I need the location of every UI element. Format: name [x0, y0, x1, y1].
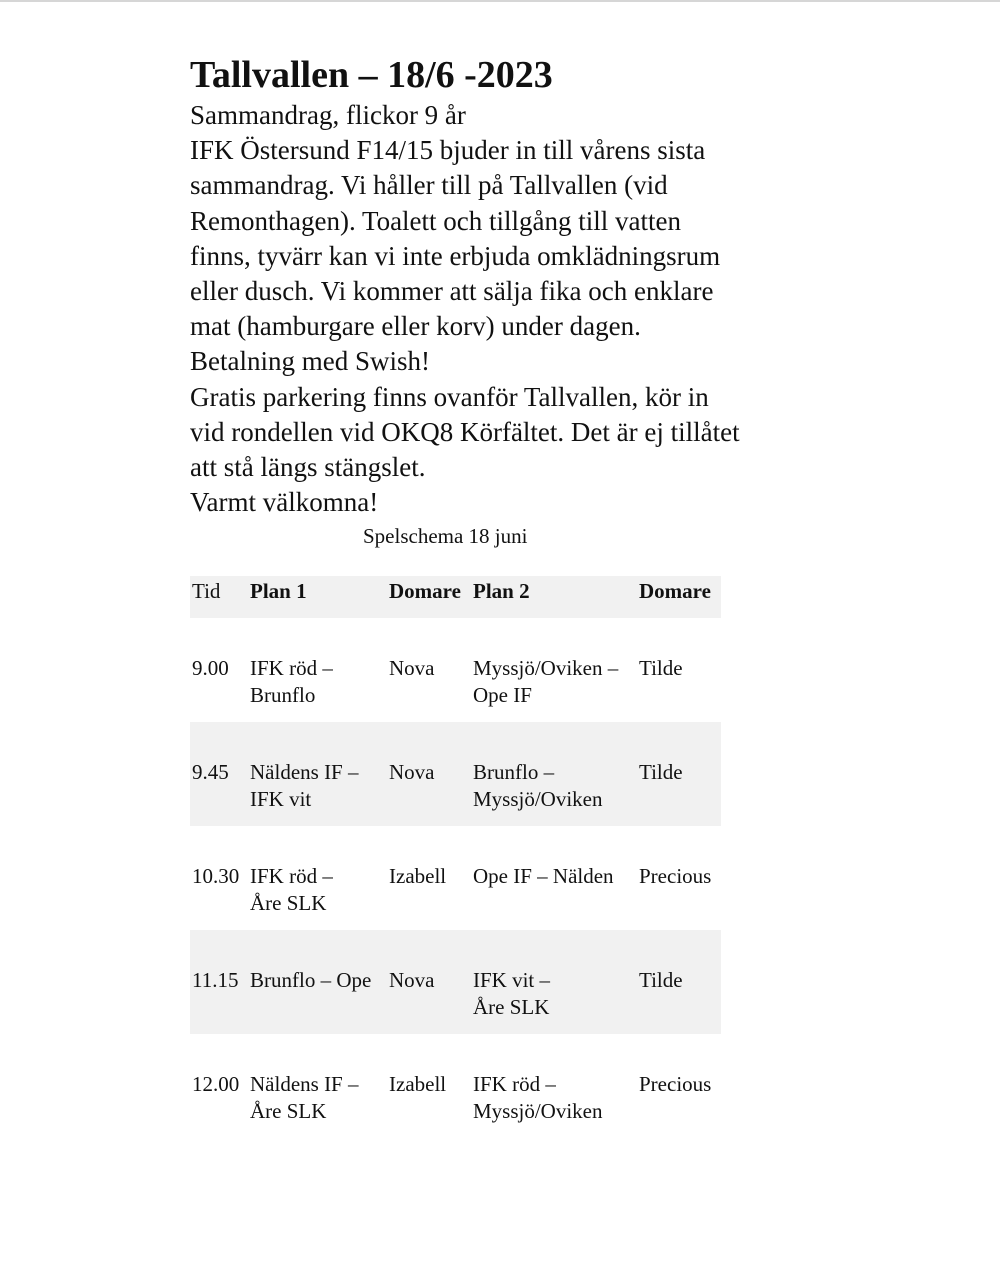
plan2-match: Brunflo – Myssjö/Oviken [473, 760, 603, 811]
match-time: 12.00 [192, 1072, 240, 1096]
plan1-match: Näldens IF – Åre SLK [250, 1072, 359, 1123]
plan2-referee: Tilde [639, 760, 683, 784]
match-time: 10.30 [192, 864, 240, 888]
plan2-referee: Precious [639, 864, 712, 888]
plan1-match: Näldens IF – IFK vit [250, 760, 359, 811]
header-referee1: Domare [389, 579, 461, 603]
plan1-match: IFK röd – Brunflo [250, 656, 333, 707]
table-row [190, 930, 721, 1034]
match-time: 9.45 [192, 760, 229, 784]
plan1-referee: Izabell [389, 864, 447, 888]
match-time: 11.15 [192, 968, 239, 992]
page-title: Tallvallen – 18/6 -2023 [190, 54, 553, 96]
plan2-referee: Precious [639, 1072, 712, 1096]
header-time: Tid [192, 579, 221, 603]
table-row [190, 618, 721, 722]
plan2-referee: Tilde [639, 968, 683, 992]
text-line: att stå längs stängslet. [190, 452, 426, 483]
top-divider [0, 0, 1000, 2]
table-row [190, 722, 721, 826]
schedule-table [190, 576, 721, 1138]
table-row [190, 1034, 721, 1138]
schedule-caption: Spelschema 18 juni [363, 524, 528, 548]
plan2-match: IFK vit – Åre SLK [473, 968, 551, 1019]
plan1-referee: Izabell [389, 1072, 447, 1096]
table-header-row [190, 576, 721, 618]
plan1-referee: Nova [389, 968, 435, 992]
plan1-match: Brunflo – Ope [250, 968, 372, 992]
match-time: 9.00 [192, 656, 229, 680]
text-line: vid rondellen vid OKQ8 Körfältet. Det är ej tillåtet [190, 416, 740, 447]
plan2-match: Ope IF – Nälden [473, 864, 614, 888]
plan2-match: Myssjö/Oviken – Ope IF [473, 656, 619, 707]
invitation-text [190, 52, 830, 520]
text-line: Varmt välkomna! [190, 487, 379, 518]
text-line: mat (hamburgare eller korv) under dagen. [190, 311, 641, 342]
text-line: finns, tyvärr kan vi inte erbjuda omklädningsrum [190, 240, 721, 271]
plan2-referee: Tilde [639, 656, 683, 680]
plan2-match: IFK röd – Myssjö/Oviken [473, 1072, 603, 1123]
text-line: Gratis parkering finns ovanför Tallvallen, kör in [190, 381, 709, 412]
plan1-match: IFK röd – Åre SLK [250, 864, 333, 915]
text-line: sammandrag. Vi håller till på Tallvallen (vid [190, 170, 668, 201]
plan1-referee: Nova [389, 656, 435, 680]
text-line: Betalning med Swish! [190, 346, 430, 377]
header-plan1: Plan 1 [250, 579, 307, 603]
header-plan2: Plan 2 [473, 579, 530, 603]
text-line: Remonthagen). Toalett och tillgång till vatten [190, 205, 681, 236]
table-row [190, 826, 721, 930]
header-referee2: Domare [639, 579, 711, 603]
text-line: eller dusch. Vi kommer att sälja fika och enklare [190, 276, 714, 307]
plan1-referee: Nova [389, 760, 435, 784]
text-line: Sammandrag, flickor 9 år [190, 100, 466, 130]
text-line: IFK Östersund F14/15 bjuder in till vårens sista [190, 135, 706, 166]
